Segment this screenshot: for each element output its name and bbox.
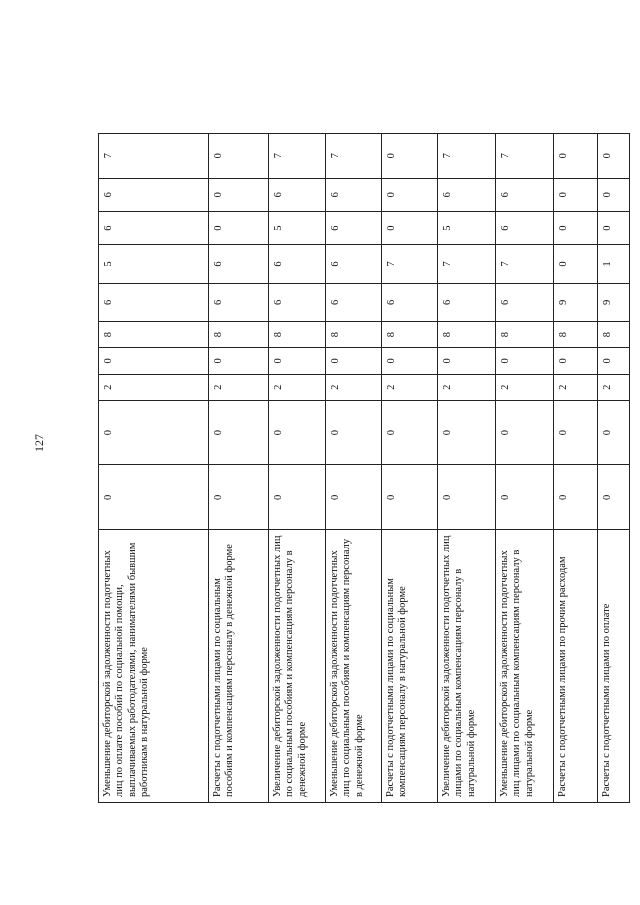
cell: 2 (269, 374, 326, 400)
cell: 8 (99, 322, 209, 348)
cell: 0 (598, 465, 630, 530)
cell: 5 (99, 245, 209, 283)
cell: 2 (326, 374, 382, 400)
cell: 0 (209, 178, 269, 211)
row-description: Уменьшение дебиторской задолженности подотчетных лиц лицами по социальным компенсациям персоналу в натуральной форме (496, 530, 554, 803)
cell: 6 (326, 245, 382, 283)
cell: 0 (438, 465, 496, 530)
cell: 6 (269, 245, 326, 283)
row-description: Увеличение дебиторской задолженности подотчетных лиц лицами по социальным компенсациям персоналу в натуральной форме (438, 530, 496, 803)
table-row (209, 134, 269, 803)
cell: 0 (209, 211, 269, 244)
cell: 6 (209, 245, 269, 283)
accounts-table (98, 133, 630, 803)
row-description: Уменьшение дебиторской задолженности подотчетных лиц по социальным пособиям и компенсациям персоналу в денежной форме (326, 530, 382, 803)
cell: 0 (554, 211, 598, 244)
cell: 1 (598, 245, 630, 283)
cell: 7 (496, 134, 554, 179)
table-row (326, 134, 382, 803)
cell: 0 (554, 400, 598, 465)
cell: 6 (382, 283, 438, 321)
cell: 0 (209, 465, 269, 530)
table-row (598, 134, 630, 803)
cell: 8 (554, 322, 598, 348)
cell: 7 (382, 245, 438, 283)
cell: 2 (382, 374, 438, 400)
cell: 6 (99, 283, 209, 321)
cell: 9 (554, 283, 598, 321)
cell: 2 (598, 374, 630, 400)
table-row (269, 134, 326, 803)
cell: 0 (382, 348, 438, 374)
cell: 7 (496, 245, 554, 283)
cell: 9 (598, 283, 630, 321)
cell: 8 (598, 322, 630, 348)
row-description: Расчеты с подотчетными лицами по социальным пособиям и компенсациям персоналу в денежной форме (209, 530, 269, 803)
cell: 0 (382, 134, 438, 179)
cell: 8 (326, 322, 382, 348)
table-row (496, 134, 554, 803)
cell: 2 (99, 374, 209, 400)
cell: 7 (438, 134, 496, 179)
row-description: Расчеты с подотчетными лицами по социальным компенсациям персоналу в натуральной форме (382, 530, 438, 803)
cell: 8 (269, 322, 326, 348)
cell: 0 (598, 134, 630, 179)
cell: 6 (438, 178, 496, 211)
page-number: 127 (32, 434, 46, 452)
rotated-table-container (98, 133, 613, 803)
cell: 7 (438, 245, 496, 283)
row-description: Расчеты с подотчетными лицами по прочим расходам (554, 530, 598, 803)
cell: 8 (438, 322, 496, 348)
row-description: Уменьшение дебиторской задолженности подотчетных лиц по оплате пособий по социальной помощи, выплачиваемых работодателями, нанимателями бывшим работникам в натуральной форме (99, 530, 209, 803)
cell: 0 (209, 348, 269, 374)
cell: 6 (326, 178, 382, 211)
cell: 2 (438, 374, 496, 400)
row-description: Расчеты с подотчетными лицами по оплате (598, 530, 630, 803)
cell: 0 (326, 348, 382, 374)
table-row (438, 134, 496, 803)
cell: 2 (554, 374, 598, 400)
cell: 0 (99, 348, 209, 374)
cell: 6 (269, 283, 326, 321)
cell: 6 (269, 178, 326, 211)
cell: 0 (598, 348, 630, 374)
cell: 0 (496, 400, 554, 465)
row-description: Увеличение дебиторской задолженности подотчетных лиц по социальным пособиям и компенсациям персоналу в денежной форме (269, 530, 326, 803)
cell: 7 (99, 134, 209, 179)
cell: 2 (209, 374, 269, 400)
cell: 0 (598, 211, 630, 244)
cell: 6 (438, 283, 496, 321)
cell: 0 (554, 348, 598, 374)
table-row (554, 134, 598, 803)
cell: 0 (326, 400, 382, 465)
cell: 0 (269, 400, 326, 465)
cell: 5 (269, 211, 326, 244)
cell: 0 (554, 134, 598, 179)
cell: 0 (326, 465, 382, 530)
cell: 0 (496, 348, 554, 374)
cell: 7 (269, 134, 326, 179)
cell: 0 (554, 245, 598, 283)
cell: 5 (438, 211, 496, 244)
cell: 6 (326, 283, 382, 321)
table-row (99, 134, 209, 803)
cell: 0 (438, 400, 496, 465)
cell: 0 (382, 400, 438, 465)
cell: 0 (99, 400, 209, 465)
cell: 0 (598, 400, 630, 465)
cell: 6 (496, 283, 554, 321)
cell: 0 (382, 178, 438, 211)
cell: 2 (496, 374, 554, 400)
cell: 8 (209, 322, 269, 348)
cell: 0 (269, 348, 326, 374)
cell: 6 (496, 211, 554, 244)
cell: 8 (496, 322, 554, 348)
cell: 6 (496, 178, 554, 211)
cell: 0 (209, 134, 269, 179)
cell: 7 (326, 134, 382, 179)
cell: 0 (209, 400, 269, 465)
cell: 6 (99, 211, 209, 244)
cell: 6 (209, 283, 269, 321)
cell: 8 (382, 322, 438, 348)
cell: 0 (269, 465, 326, 530)
cell: 0 (598, 178, 630, 211)
cell: 0 (382, 465, 438, 530)
cell: 0 (496, 465, 554, 530)
cell: 0 (382, 211, 438, 244)
cell: 6 (326, 211, 382, 244)
cell: 6 (99, 178, 209, 211)
cell: 0 (554, 178, 598, 211)
cell: 0 (99, 465, 209, 530)
cell: 0 (438, 348, 496, 374)
cell: 0 (554, 465, 598, 530)
table-row (382, 134, 438, 803)
